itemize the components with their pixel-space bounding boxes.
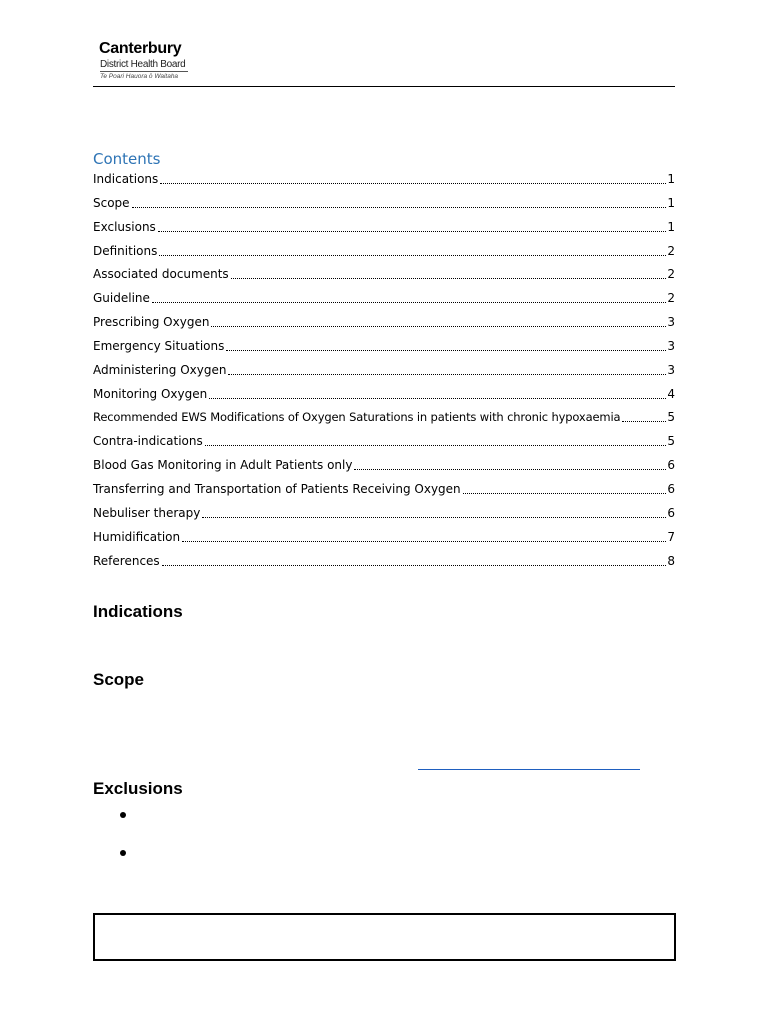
toc-entry-page: 1	[667, 195, 675, 210]
toc-entry-page: 2	[667, 291, 675, 306]
toc-leader	[209, 387, 666, 399]
toc-leader	[622, 410, 666, 422]
toc-entry-title: References	[93, 553, 160, 568]
toc-entry[interactable]	[93, 363, 675, 387]
toc-entry[interactable]	[93, 172, 675, 196]
toc-entry[interactable]	[93, 220, 675, 244]
toc-entry-page: 6	[667, 458, 675, 473]
toc-entry-page: 5	[667, 434, 675, 449]
toc-entry-title: Prescribing Oxygen	[93, 315, 210, 330]
toc-entry-title: Monitoring Oxygen	[93, 386, 208, 401]
bullet-point	[120, 812, 126, 818]
toc-entry[interactable]	[93, 196, 675, 220]
toc-entry-title: Blood Gas Monitoring in Adult Patients only	[93, 458, 353, 473]
toc-entry-page: 2	[667, 267, 675, 282]
toc-entry[interactable]	[93, 244, 675, 268]
heading-indications: Indications	[93, 602, 183, 621]
toc-entry-page: 8	[667, 553, 675, 568]
bordered-note-box	[93, 913, 676, 961]
toc-entry-title: Definitions	[93, 243, 158, 258]
contents-heading: Contents	[93, 150, 161, 168]
toc-entry-title: Scope	[93, 195, 130, 210]
toc-entry-page: 5	[667, 410, 675, 425]
toc-entry-page: 3	[667, 315, 675, 330]
toc-entry[interactable]	[93, 410, 675, 434]
toc-entry-title: Contra-indications	[93, 434, 203, 449]
toc-leader	[132, 196, 667, 208]
toc-entry[interactable]	[93, 434, 675, 458]
toc-entry-page: 3	[667, 338, 675, 353]
toc-leader	[463, 482, 667, 494]
toc-entry[interactable]	[93, 458, 675, 482]
toc-entry-title: Administering Oxygen	[93, 362, 227, 377]
toc-entry[interactable]	[93, 291, 675, 315]
toc-entry-title: Recommended EWS Modifications of Oxygen Saturations in patients with chronic hypoxaemia	[93, 410, 621, 425]
toc-entry[interactable]	[93, 315, 675, 339]
logo-org-subtitle: District Health Board	[100, 59, 186, 70]
toc-entry-title: Transferring and Transportation of Patients Receiving Oxygen	[93, 481, 461, 496]
table-of-contents	[93, 172, 675, 577]
logo-tagline: Te Poari Hauora ō Waitaha	[100, 73, 179, 80]
toc-entry-page: 4	[667, 386, 675, 401]
toc-entry-page: 6	[667, 505, 675, 520]
toc-leader	[202, 506, 666, 518]
toc-entry-page: 7	[667, 529, 675, 544]
toc-entry-title: Emergency Situations	[93, 338, 225, 353]
logo-divider	[100, 71, 188, 72]
toc-leader	[211, 315, 666, 327]
toc-leader	[205, 434, 667, 446]
toc-leader	[228, 363, 666, 375]
toc-entry[interactable]	[93, 482, 675, 506]
heading-scope: Scope	[93, 670, 145, 689]
toc-leader	[158, 220, 667, 232]
toc-leader	[159, 244, 666, 256]
toc-leader	[354, 458, 666, 470]
toc-entry-title: Nebuliser therapy	[93, 505, 201, 520]
toc-leader	[226, 339, 666, 351]
document-header	[93, 40, 675, 87]
heading-exclusions: Exclusions	[93, 779, 183, 798]
toc-leader	[231, 267, 667, 279]
toc-entry-page: 2	[667, 243, 675, 258]
toc-entry-page: 1	[667, 172, 675, 186]
toc-entry-title: Humidification	[93, 529, 181, 544]
toc-leader	[182, 530, 666, 542]
toc-entry-page: 3	[667, 362, 675, 377]
bullet-point	[120, 850, 126, 856]
toc-entry[interactable]	[93, 530, 675, 554]
toc-entry[interactable]	[93, 387, 675, 411]
toc-entry-title: Indications	[93, 172, 159, 186]
toc-entry-page: 6	[667, 481, 675, 496]
toc-entry[interactable]	[93, 506, 675, 530]
toc-entry-page: 1	[667, 219, 675, 234]
toc-entry[interactable]	[93, 339, 675, 363]
toc-entry[interactable]	[93, 554, 675, 578]
toc-leader	[162, 554, 667, 566]
logo-org-name: Canterbury	[99, 40, 182, 57]
hyperlink-underline[interactable]	[418, 769, 640, 770]
toc-entry-title: Guideline	[93, 291, 150, 306]
toc-entry-title: Exclusions	[93, 219, 156, 234]
toc-entry-title: Associated documents	[93, 267, 229, 282]
toc-leader	[152, 291, 666, 303]
toc-leader	[160, 172, 666, 184]
toc-entry[interactable]	[93, 267, 675, 291]
